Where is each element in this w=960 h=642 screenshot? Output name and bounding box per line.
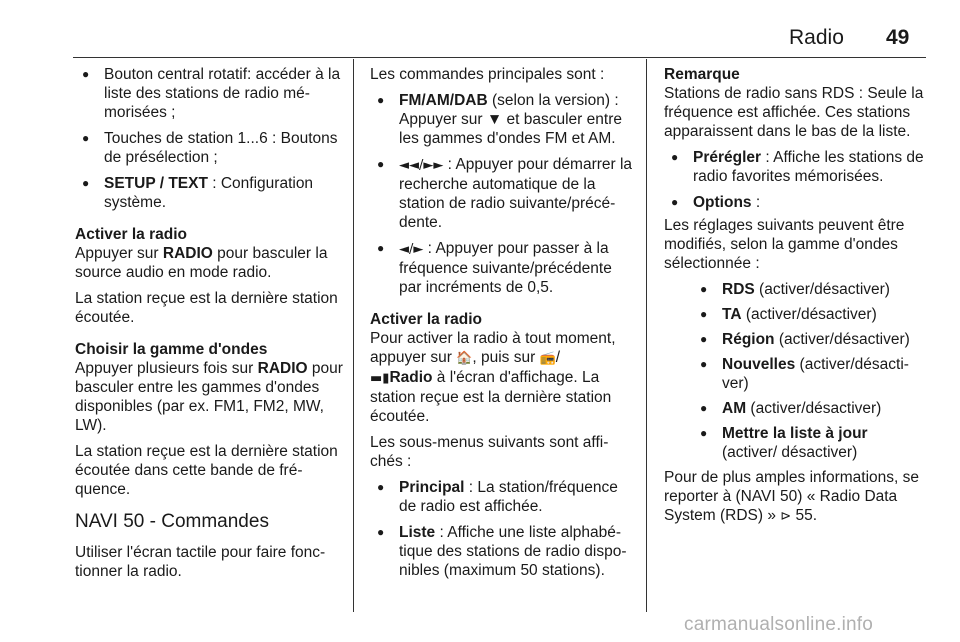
header-rule xyxy=(73,57,926,58)
subheading-activate: Activer la radio xyxy=(75,226,187,243)
watermark: carmanualsonline.info xyxy=(684,614,874,635)
options-text: Les réglages suivants peuvent être modifiés, selon la gamme d'ondes sélectionnée : xyxy=(664,217,905,272)
list-item: ● SETUP / TEXT : Configuration système. xyxy=(75,174,343,212)
paragraph: La station reçue est la dernière station écoutée. xyxy=(75,290,338,326)
page-number: 49 xyxy=(886,26,910,49)
home-icon: 🏠 xyxy=(456,351,473,366)
list-item: ● Touches de station 1...6 : Boutons de présélection ; xyxy=(75,129,343,167)
list-item: ● ◄◄/►► : Appuyer pour démarrer la recherche automatique de la station de radio suivante/précédente. xyxy=(370,155,634,232)
page-title: Radio xyxy=(789,26,844,49)
page-ref-icon: ⊳ xyxy=(780,509,792,524)
paragraph: Les sous-menus suivants sont affichés : xyxy=(370,434,609,470)
subheading-band: Choisir la gamme d'ondes xyxy=(75,341,268,358)
column-divider-2 xyxy=(646,59,647,612)
note-text: Stations de radio sans RDS : Seule la fréquence est affichée. Ces stations apparaissent dans le bas de la liste. xyxy=(664,85,924,140)
paragraph: Appuyer sur RADIO pour basculer la source audio en mode radio. xyxy=(75,245,328,281)
seek-icon: ◄◄/►► xyxy=(399,158,444,173)
radio-bar-icon: ▬▮ xyxy=(370,371,390,386)
subheading-activate: Activer la radio xyxy=(370,311,482,328)
paragraph: Appuyer plusieurs fois sur RADIO pour basculer entre les gammes d'ondes disponibles (par ex. FM1, FM2, MW, LW). xyxy=(75,360,343,434)
paragraph: Utiliser l'écran tactile pour faire fonctionner la radio. xyxy=(75,544,326,580)
paragraph: La station reçue est la dernière station écoutée dans cette bande de fréquence. xyxy=(75,443,338,498)
list-item: ● Principal : La station/fréquence de radio est affichée. xyxy=(370,478,634,516)
list-item: ● Prérégler : Affiche les stations de radio favorites mémorisées. xyxy=(664,148,926,186)
list-item: ● Liste : Affiche une liste alphabétique des stations de radio disponibles (maximum 50 stations). xyxy=(370,523,634,580)
list-item: ● ◄/► : Appuyer pour passer à la fréquence suivante/précédente par incréments de 0,5. xyxy=(370,239,634,297)
note-heading: Remarque xyxy=(664,66,740,83)
column-2 xyxy=(370,65,634,587)
column-3 xyxy=(664,65,926,533)
radio-icon: 📻 xyxy=(539,351,556,366)
list-item: ● Options : xyxy=(664,193,926,212)
column-divider-1 xyxy=(353,59,354,612)
list-item: ● TA (activer/désactiver) xyxy=(693,305,926,324)
step-icon: ◄/► xyxy=(399,242,424,257)
paragraph: Pour de plus amples informations, se reporter à (NAVI 50) « Radio Data System (RDS) » ⊳ 55. xyxy=(664,469,920,524)
paragraph: Pour activer la radio à tout moment, appuyer sur 🏠, puis sur 📻/ ▬▮Radio à l'écran d'affichage. La station reçue est la dernière station écoutée. xyxy=(370,330,616,425)
page-header xyxy=(0,0,960,60)
column-1 xyxy=(75,65,343,588)
list-item: ● Mettre la liste à jour (activer/ désactiver) xyxy=(693,424,926,462)
paragraph: Les commandes principales sont : xyxy=(370,66,605,83)
options-list xyxy=(693,280,926,462)
list-item: ● Nouvelles (activer/désactiver) xyxy=(693,355,926,393)
list-item: ● Bouton central rotatif: accéder à la liste des stations de radio mémorisées ; xyxy=(75,65,343,122)
section-title: NAVI 50 - Commandes xyxy=(75,511,269,532)
list-item: ● Région (activer/désactiver) xyxy=(693,330,926,349)
list-item: ● RDS (activer/désactiver) xyxy=(693,280,926,299)
list-item: ● FM/AM/DAB (selon la version) : Appuyer sur ▼ et basculer entre les gammes d'ondes FM et AM. xyxy=(370,91,634,148)
list-item: ● AM (activer/désactiver) xyxy=(693,399,926,418)
